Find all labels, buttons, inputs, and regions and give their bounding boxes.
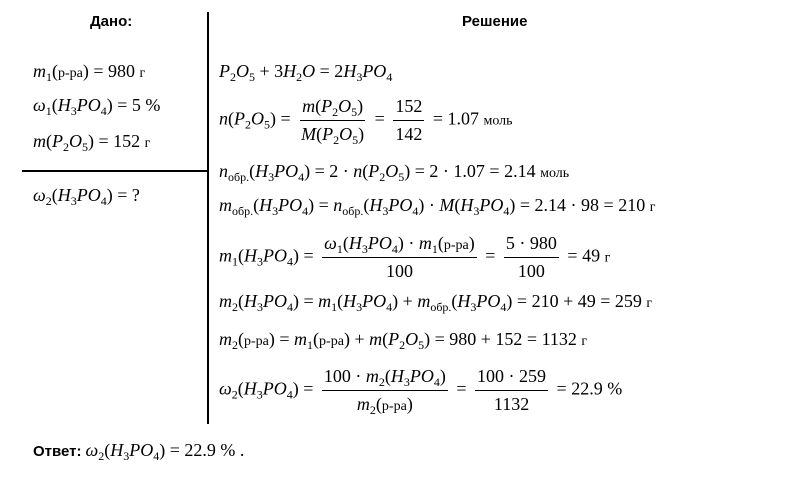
- given-mass-solution: $m_1(р-ра) = 980$ г: [33, 61, 146, 84]
- given-header: Дано:: [90, 13, 133, 30]
- mass-formed-line: $m_{обр.}(H_3PO_4) = n_{обр.}(H_3PO_4) \cdot M(H_3PO_4) = 2.14 \cdot 98 = 210$ г: [219, 195, 656, 218]
- initial-acid-mass-line: $m_1(H_3PO_4)$ = $\frac{\omega_1(H_3PO_4) \cdot m_1(р-ра)}{100}$ = $\frac{5 \cdot 980}{100}$ = 49 г: [219, 233, 611, 282]
- given-mass-fraction: $\omega_1(H_3PO_4) = 5$ %: [33, 95, 161, 118]
- solution-header: Решение: [462, 13, 528, 30]
- total-acid-mass-line: $m_2(H_3PO_4) = m_1(H_3PO_4) + m_{обр.}(H_3PO_4) = 210 + 49 = 259$ г: [219, 291, 653, 314]
- answer-line: [33, 441, 244, 461]
- answer-label: Ответ:: [33, 443, 82, 460]
- vertical-divider: [207, 12, 209, 424]
- horizontal-divider: [22, 170, 208, 172]
- final-solution-mass-line: $m_2(р-ра) = m_1(р-ра) + m(P_2O_5) = 980 + 152 = 1132$ г: [219, 329, 588, 352]
- final-mass-fraction-line: $\omega_2(H_3PO_4)$ = $\frac{100 \cdot m_2(H_3PO_4)}{m_2(р-ра)}$ = $\frac{100 \cdot 259}{1132}$ = 22.9 %: [219, 366, 623, 417]
- answer-value: $\omega_2(H_3PO_4) = 22.9$ % .: [85, 440, 245, 463]
- given-mass-p2o5: $m(P_2O_5) = 152$ г: [33, 131, 151, 154]
- find-line: $\omega_2(H_3PO_4)$ = ?: [33, 185, 140, 208]
- reaction-equation: $P_2O_5 + 3H_2O = 2H_3PO_4$: [219, 61, 393, 84]
- moles-p2o5-line: $n(P_2O_5)$ = $\frac{m(P_2O_5)}{M(P_2O_5)}$ = $\frac{152}{142}$ = 1.07 моль: [219, 96, 513, 147]
- moles-formed-line: $n_{обр.}(H_3PO_4) = 2 \cdot n(P_2O_5) = 2 \cdot 1.07 = 2.14$ моль: [219, 161, 570, 184]
